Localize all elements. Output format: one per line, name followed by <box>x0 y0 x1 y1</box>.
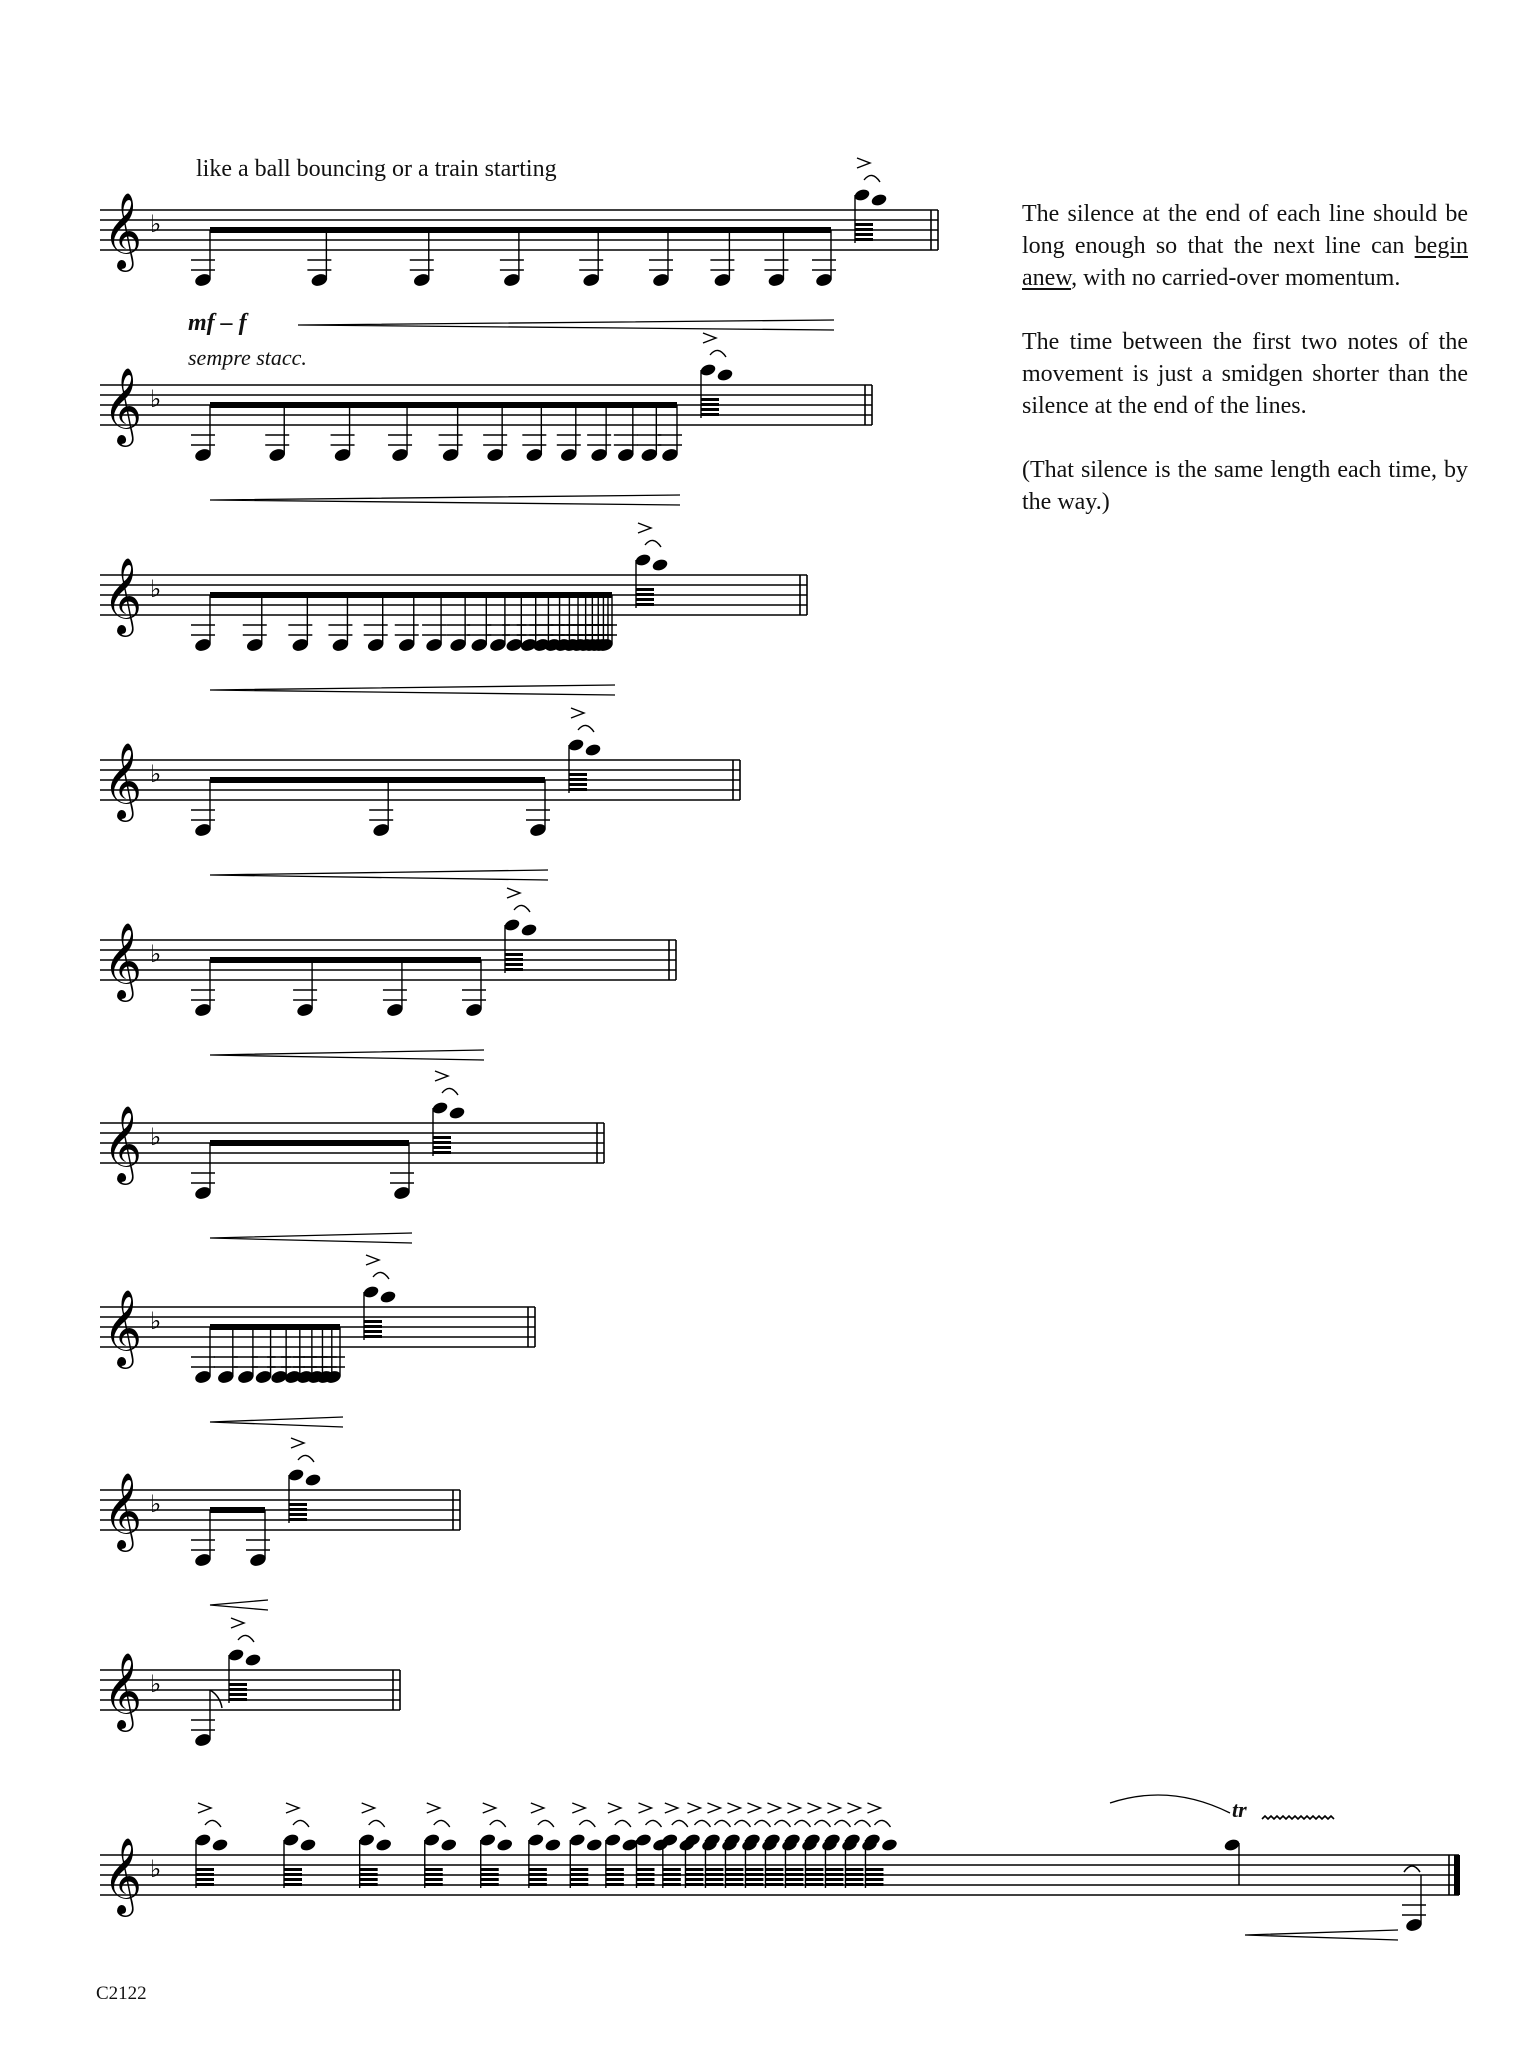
expression-marking: sempre stacc. <box>188 345 307 370</box>
staff-line-9 <box>100 1618 400 1748</box>
treble-clef-icon: 𝄞 <box>103 922 143 999</box>
note-paragraph-3: (That silence is the same length each time, by the way.) <box>1022 457 1468 515</box>
crescendo-hairpin <box>1245 1930 1398 1940</box>
treble-clef-icon: 𝄞 <box>103 1472 143 1549</box>
staff-line-5 <box>100 888 676 1060</box>
crescendo-hairpin <box>210 1600 268 1610</box>
flat-icon: ♭ <box>150 1490 162 1518</box>
catalog-code: C2122 <box>96 1983 147 2004</box>
treble-clef-icon: 𝄞 <box>103 1837 143 1914</box>
staff-line-10 <box>100 1795 1460 1940</box>
dynamic-marking: mf – f <box>188 310 247 336</box>
crescendo-hairpin <box>210 1050 484 1060</box>
crescendo-hairpin <box>210 870 548 880</box>
performance-instruction: like a ball bouncing or a train starting <box>196 156 557 182</box>
treble-clef-icon: 𝄞 <box>103 742 143 819</box>
staff-line-7 <box>100 1255 535 1427</box>
flat-icon: ♭ <box>150 210 162 238</box>
flat-icon: ♭ <box>150 1307 162 1335</box>
note-1-start: The silence at the end of each line should be long enough so that the next line can <box>1022 201 1468 259</box>
flat-icon: ♭ <box>150 940 162 968</box>
treble-clef-icon: 𝄞 <box>103 1289 143 1366</box>
note-1-underlined: begin anew <box>1022 233 1468 291</box>
staff-line-6 <box>100 1071 604 1243</box>
flat-icon: ♭ <box>150 575 162 603</box>
staff-line-8 <box>100 1438 460 1610</box>
crescendo-hairpin <box>210 495 680 505</box>
treble-clef-icon: 𝄞 <box>103 557 143 634</box>
flat-icon: ♭ <box>150 760 162 788</box>
treble-clef-icon: 𝄞 <box>103 1105 143 1182</box>
flat-icon: ♭ <box>150 385 162 413</box>
crescendo-hairpin <box>298 320 834 330</box>
note-1-end: , with no carried-over momentum. <box>1071 265 1401 291</box>
trill-marking: tr <box>1232 1797 1247 1822</box>
flat-icon: ♭ <box>150 1855 162 1883</box>
note-paragraph-2: The time between the first two notes of the movement is just a smidgen shorter than the silence at the end of the lines. <box>1022 329 1468 419</box>
staff-line-4 <box>100 708 740 880</box>
trill-wave <box>1262 1816 1334 1819</box>
staff-line-1 <box>100 158 938 330</box>
performance-notes <box>1022 198 1468 550</box>
fermata-icon <box>1404 1866 1420 1872</box>
flat-icon: ♭ <box>150 1670 162 1698</box>
treble-clef-icon: 𝄞 <box>103 367 143 444</box>
treble-clef-icon: 𝄞 <box>103 192 143 269</box>
note-paragraph-1 <box>1022 198 1468 294</box>
flat-icon: ♭ <box>150 1123 162 1151</box>
staff-line-3 <box>100 523 807 695</box>
crescendo-hairpin <box>210 1233 412 1243</box>
crescendo-hairpin <box>210 685 615 695</box>
crescendo-hairpin <box>210 1417 343 1427</box>
treble-clef-icon: 𝄞 <box>103 1652 143 1729</box>
